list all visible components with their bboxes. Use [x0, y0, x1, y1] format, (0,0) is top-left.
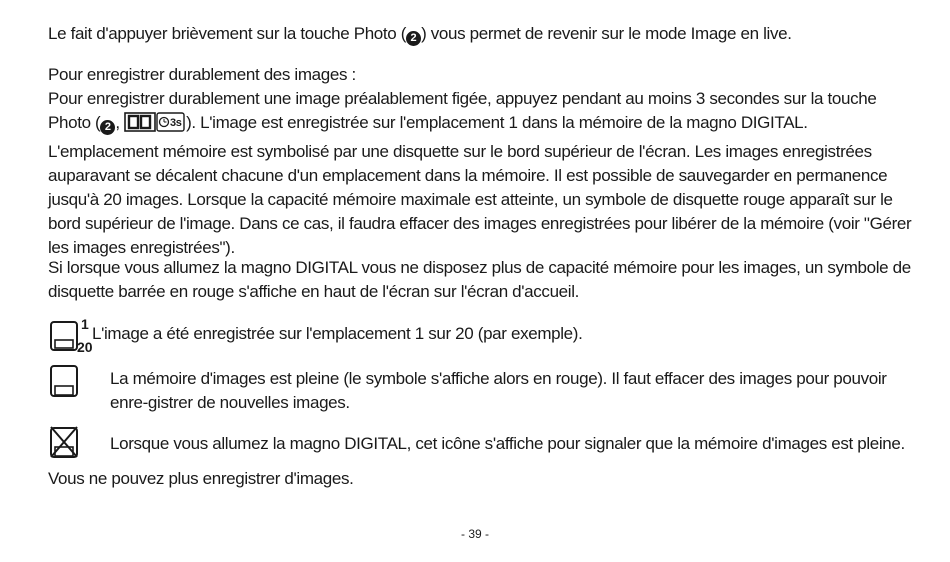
paragraph-text: ). L'image est enregistrée sur l'emplacement 1 dans la mémoire de la magno DIGITAL. L'emplacement mémoire est symbolisé par une disquette sur le bord supérieur de l'écran. Les images enregistrées auparavant se décalent chacune d'un emplacement dans la mémoire. Il est possible de sauvegarder en permanence jusqu'à 20 images. Lorsque la capacité mémoire maximale est atteinte, un symbole de disquette rouge apparaît sur le bord supérieur de l'image. Dans ce cas, il faudra effacer des images enregistrées pour libérer de la mémoire (voir "Gérer les images enregistrées"). [48, 113, 912, 257]
paragraph-text: Pour enregistrer durablement une image préalablement figée, appuyez pendant au moins 3 secondes sur la touche Photo ( [48, 89, 877, 132]
photo-button-hold-icon [124, 111, 186, 140]
icon-row-crossed-text: Lorsque vous allumez la magno DIGITAL, cet icône s'affiche pour signaler que la mémoire d'images est pleine. [110, 434, 905, 453]
hold-duration-label: 3s [170, 117, 182, 129]
paragraph-memory-full-startup: Si lorsque vous allumez la magno DIGITAL vous ne disposez plus de capacité mémoire pour les images, un symbole de disquette barrée en rouge s'affiche en haut de l'écran sur l'écran d'accueil. [48, 258, 911, 301]
icon-row-full-text: La mémoire d'images est pleine (le symbole s'affiche alors en rouge). Il faut effacer des images pour pouvoir enre-gistrer de nouvelles images. [110, 369, 887, 412]
paragraph-photo-button [48, 22, 918, 46]
floppy-crossed-icon [50, 425, 80, 464]
floppy-full-icon [50, 364, 80, 403]
paragraph-save-images [48, 63, 918, 260]
callout-number-icon: 2 [406, 31, 421, 46]
section-heading: Pour enregistrer durablement des images : [48, 65, 356, 84]
callout-number-icon: 2 [100, 120, 115, 135]
slot-number-label: 1 [81, 316, 89, 332]
floppy-slot-icon [50, 316, 94, 359]
slot-total-label: 20 [77, 339, 93, 354]
page-number: - 39 - [460, 527, 489, 541]
paragraph-cannot-save: Vous ne pouvez plus enregistrer d'images. [48, 469, 354, 488]
separator-text: , [115, 113, 125, 132]
paragraph-text: ) vous permet de revenir sur le mode Image en live. [421, 24, 792, 43]
paragraph-text: Le fait d'appuyer brièvement sur la touche Photo ( [48, 24, 407, 43]
icon-row-slot-text: L'image a été enregistrée sur l'emplacement 1 sur 20 (par exemple). [92, 324, 583, 343]
